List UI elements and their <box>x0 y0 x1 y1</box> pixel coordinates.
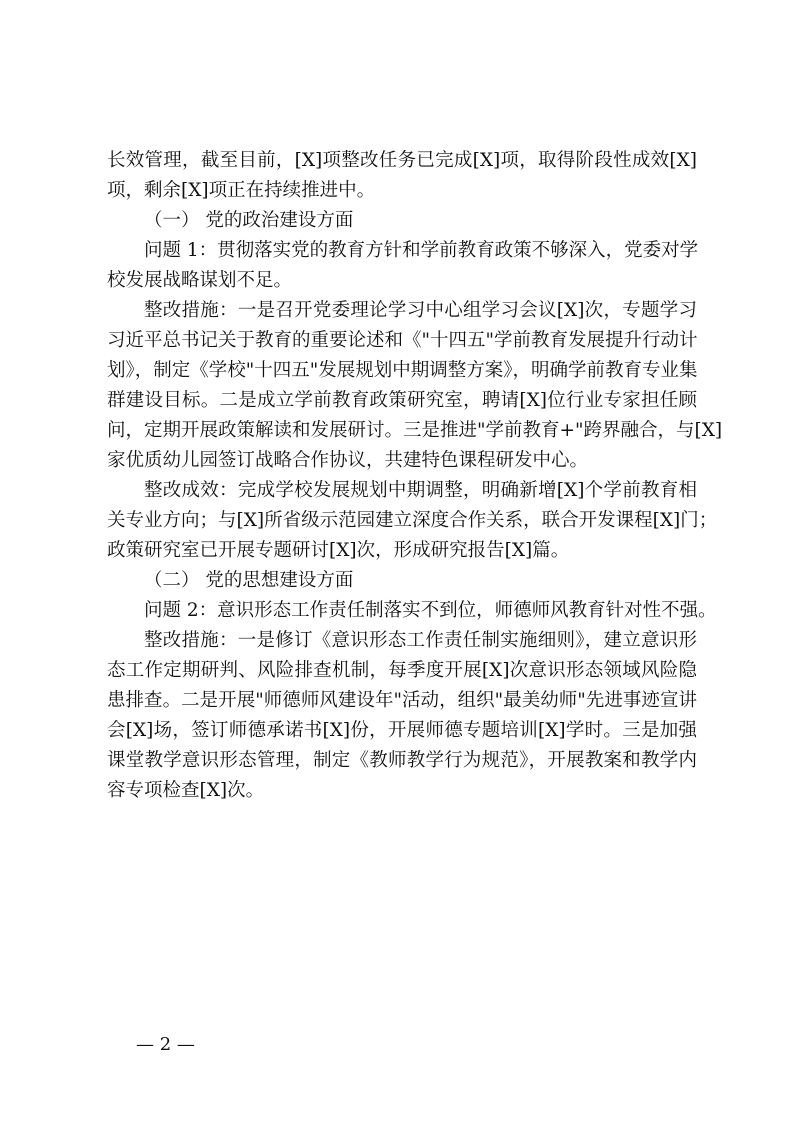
paragraph-line: 患排查。二是开展"师德师风建设年"活动，组织"最美幼师"先进事迹宣讲 <box>107 690 697 711</box>
page-number: — 2 — <box>136 1034 195 1055</box>
paragraph-line: 政策研究室已开展专题研讨[X]次，形成研究报告[X]篇。 <box>107 540 570 561</box>
paragraph-line: 校发展战略谋划不足。 <box>107 270 293 291</box>
paragraph-line: 划》，制定《学校"十四五"发展规划中期调整方案》，明确学前教育专业集 <box>107 360 698 381</box>
paragraph-line: 会[X]场，签订师德承诺书[X]份，开展师德专题培训[X]学时。三是加强 <box>107 720 697 741</box>
paragraph-line: 整改措施：一是召开党委理论学习中心组学习会议[X]次，专题学习 <box>144 300 697 321</box>
section-heading: （二） 党的思想建设方面 <box>144 570 354 591</box>
paragraph-line: 整改成效：完成学校发展规划中期调整，明确新增[X]个学前教育相 <box>144 480 697 501</box>
paragraph-line: 问题 1：贯彻落实党的教育方针和学前教育政策不够深入，党委对学 <box>144 240 699 261</box>
paragraph-line: 关专业方向；与[X]所省级示范园建立深度合作关系，联合开发课程[X]门； <box>107 510 718 531</box>
paragraph-line: 问，定期开展政策解读和发展研讨。三是推进"学前教育+"跨界融合，与[X] <box>107 420 723 441</box>
paragraph-line: 习近平总书记关于教育的重要论述和《"十四五"学前教育发展提升行动计 <box>107 330 698 351</box>
paragraph-line: 家优质幼儿园签订战略合作协议，共建特色课程研发中心。 <box>107 450 589 471</box>
document-body <box>107 146 723 806</box>
paragraph-line: 整改措施：一是修订《意识形态工作责任制实施细则》，建立意识形 <box>144 630 697 651</box>
paragraph-line: 课堂教学意识形态管理，制定《教师教学行为规范》，开展教案和教学内 <box>107 750 697 771</box>
section-heading: （一） 党的政治建设方面 <box>144 210 354 231</box>
paragraph-line: 容专项检查[X]次。 <box>107 780 265 801</box>
paragraph-line: 项，剩余[X]项正在持续推进中。 <box>107 180 376 201</box>
paragraph-line: 态工作定期研判、风险排查机制，每季度开展[X]次意识形态领域风险隐 <box>107 660 697 681</box>
paragraph-line: 群建设目标。二是成立学前教育政策研究室，聘请[X]位行业专家担任顾 <box>107 390 697 411</box>
paragraph-line: 问题 2：意识形态工作责任制落实不到位，师德师风教育针对性不强。 <box>144 600 717 621</box>
paragraph-line: 长效管理，截至目前，[X]项整改任务已完成[X]项，取得阶段性成效[X] <box>107 150 697 171</box>
